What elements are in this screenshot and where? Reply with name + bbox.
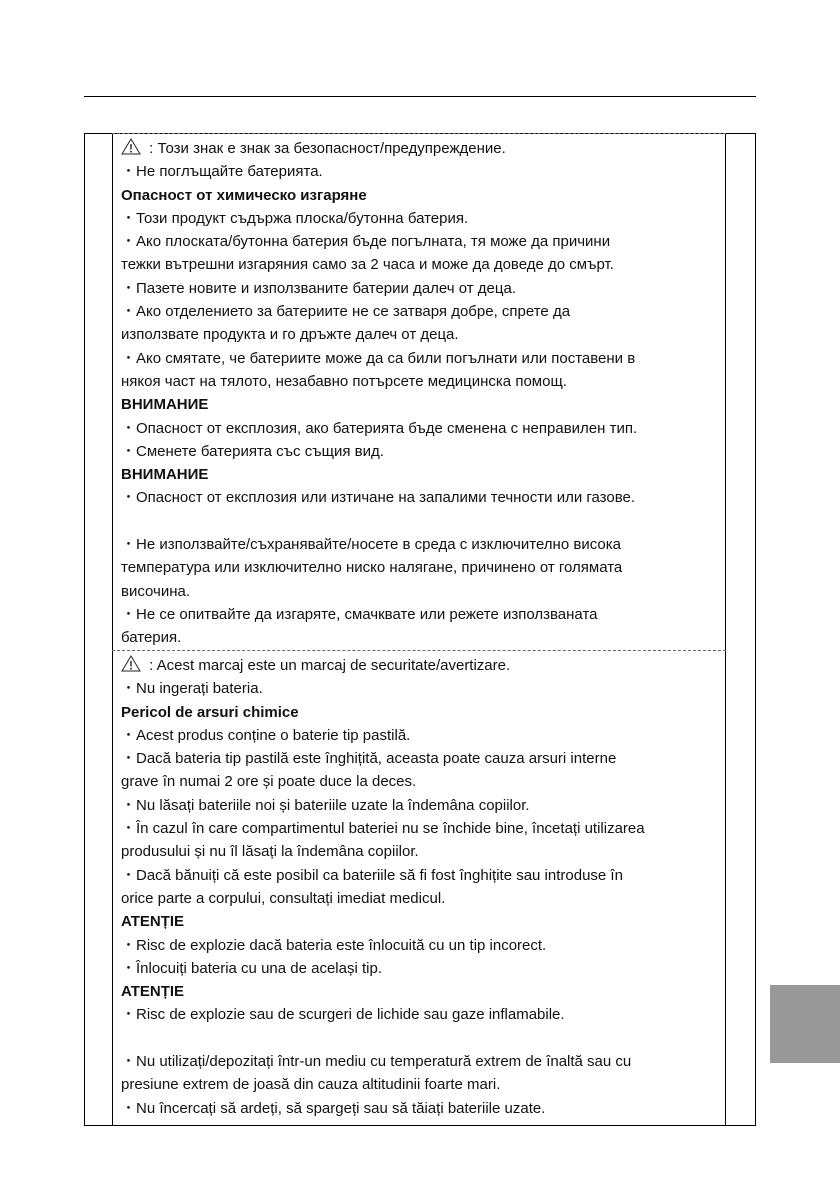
- compartment-line-2: използвате продукта и го дръжте далеч от деца.: [121, 326, 459, 344]
- explosion-line-1: ・Risc de explozie dacă bateria este înlocuită cu un tip incorect.: [121, 936, 547, 954]
- replace-same-type: ・Сменете батерията със същия вид.: [121, 442, 384, 460]
- warning-triangle-icon: [121, 138, 141, 155]
- explosion-line-2: ・Risc de explozie sau de scurgeri de lichide sau gaze inflamabile.: [121, 1006, 565, 1024]
- explosion-line-2: ・Опасност от експлозия или изтичане на запалими течности или газове.: [121, 489, 636, 507]
- warning-sign-line: [121, 654, 721, 677]
- compartment-line-1: ・În cazul în care compartimentul bateriei nu se închide bine, încetați utilizarea: [121, 820, 645, 838]
- contains-battery: ・Този продукт съдържа плоска/бутонна батерия.: [121, 209, 469, 227]
- dispose-line-1: ・Nu încercați să ardeți, să spargeți sau să tăiați bateriile uzate.: [121, 1099, 546, 1117]
- table-inner-right-border: [725, 133, 726, 1126]
- caution-heading-2: ATENȚIE: [121, 983, 185, 1001]
- contains-battery: ・Acest produs conține o baterie tip pastilă.: [121, 726, 411, 744]
- bulgarian-section: [121, 137, 721, 650]
- dispose-line-2: батерия.: [121, 629, 182, 647]
- header-rule: [84, 96, 756, 97]
- caution-heading-1: ATENȚIE: [121, 913, 185, 931]
- language-side-tab: [770, 985, 840, 1063]
- section-divider: [112, 650, 726, 651]
- medical-line-1: ・Ако смятате, че батериите може да са били погълнати или поставени в: [121, 349, 636, 367]
- do-not-swallow: ・Nu ingerați bateria.: [121, 680, 263, 698]
- warning-sign-text: : Acest marcaj este un marcaj de securitate/avertizare.: [145, 657, 511, 674]
- explosion-line-1: ・Опасност от експлозия, ако батерията бъде сменена с неправилен тип.: [121, 419, 638, 437]
- romanian-section: [121, 654, 721, 1120]
- warning-triangle-icon: [121, 655, 141, 672]
- caution-heading-1: ВНИМАНИЕ: [121, 396, 209, 414]
- chemical-burn-heading: Опасност от химическо изгаряне: [121, 186, 367, 204]
- if-swallowed-line-2: тежки вътрешни изгаряния само за 2 часа и може да доведе до смърт.: [121, 256, 614, 274]
- compartment-line-1: ・Ако отделението за батериите не се затваря добре, спрете да: [121, 303, 571, 321]
- compartment-line-2: produsului și nu îl lăsați la îndemâna copiilor.: [121, 843, 419, 861]
- do-not-swallow: ・Не поглъщайте батерията.: [121, 163, 323, 181]
- spacer: [121, 510, 721, 533]
- keep-away: ・Пазете новите и използваните батерии далеч от деца.: [121, 279, 516, 297]
- environment-line-3: височина.: [121, 582, 191, 600]
- if-swallowed-line-1: ・Dacă bateria tip pastilă este înghițită, aceasta poate cauza arsuri interne: [121, 750, 617, 768]
- caution-heading-2: ВНИМАНИЕ: [121, 466, 209, 484]
- environment-line-2: температура или изключително ниско налягане, причинено от голямата: [121, 559, 623, 577]
- environment-line-1: ・Не използвайте/съхранявайте/носете в среда с изключително висока: [121, 536, 621, 554]
- if-swallowed-line-1: ・Ако плоската/бутонна батерия бъде погълната, тя може да причини: [121, 233, 611, 251]
- environment-line-2: presiune extrem de joasă din cauza altitudinii foarte mari.: [121, 1076, 501, 1094]
- warning-sign-line: [121, 137, 721, 160]
- medical-line-2: orice parte a corpului, consultați imediat medicul.: [121, 889, 446, 907]
- section-divider-top: [112, 133, 726, 134]
- medical-line-1: ・Dacă bănuiți că este posibil ca bateriile să fi fost înghițite sau introduse în: [121, 866, 623, 884]
- medical-line-2: някоя част на тялото, незабавно потърсете медицинска помощ.: [121, 372, 567, 390]
- warning-sign-text: : Този знак е знак за безопасност/предупреждение.: [145, 140, 506, 157]
- keep-away: ・Nu lăsați bateriile noi și bateriile uzate la îndemâna copiilor.: [121, 796, 530, 814]
- spacer: [121, 1027, 721, 1050]
- table-inner-left-border: [112, 133, 113, 1126]
- replace-same-type: ・Înlocuiți bateria cu una de același tip.: [121, 959, 382, 977]
- environment-line-1: ・Nu utilizați/depozitați într-un mediu cu temperatură extrem de înaltă sau cu: [121, 1053, 632, 1071]
- dispose-line-1: ・Не се опитвайте да изгаряте, смачквате или режете използваната: [121, 605, 598, 623]
- if-swallowed-line-2: grave în numai 2 ore și poate duce la deces.: [121, 773, 417, 791]
- chemical-burn-heading: Pericol de arsuri chimice: [121, 703, 299, 721]
